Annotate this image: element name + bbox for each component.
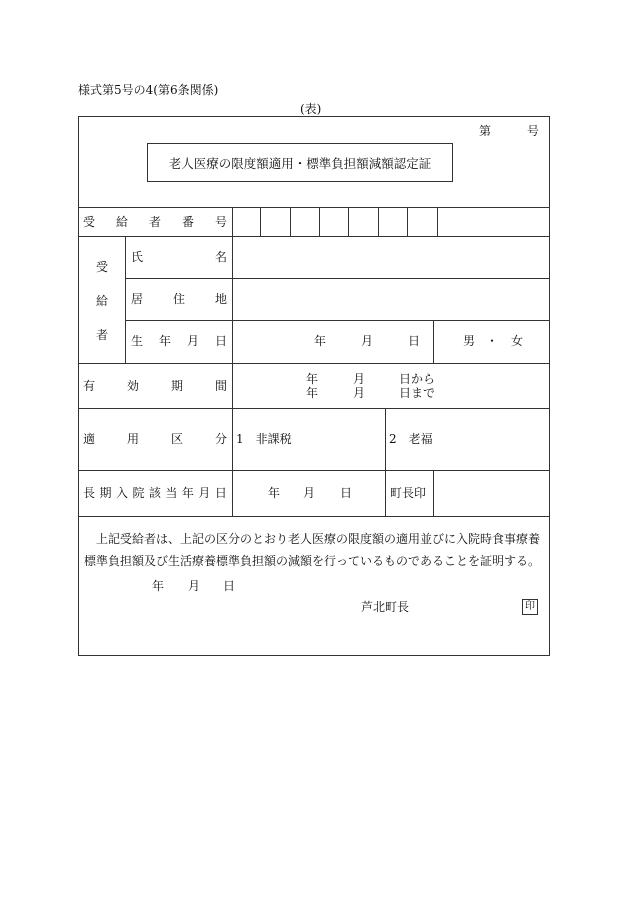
certificate-title: 老人医療の限度額適用・標準負担額減額認定証 xyxy=(168,155,432,171)
rule xyxy=(407,207,408,236)
rule xyxy=(437,207,438,236)
rule xyxy=(348,207,349,236)
category-option-welfare: 2 老福 xyxy=(389,432,433,446)
rule xyxy=(125,320,549,321)
validity-label: 有 効 期 間 xyxy=(83,379,227,393)
rule xyxy=(385,470,386,516)
recipient-number-label: 受 給 者 番 号 xyxy=(83,215,227,229)
long-stay-year-unit: 年 xyxy=(268,486,281,500)
long-stay-label: 長 期 入 院 該 当 年 月 日 xyxy=(83,486,227,500)
mayor-seal-label: 町長印 xyxy=(390,486,427,500)
rule xyxy=(79,470,549,471)
issue-year-unit: 年 xyxy=(152,579,165,593)
certificate-frame xyxy=(78,116,550,656)
number-prefix: 第 xyxy=(479,124,492,138)
rule xyxy=(378,207,379,236)
gender-male: 男 xyxy=(463,334,476,348)
rule xyxy=(79,207,549,208)
front-side-label: (表) xyxy=(300,102,322,116)
seal-stamp: 印 xyxy=(522,599,538,615)
valid-from-month-unit: 月 xyxy=(353,372,366,386)
valid-to-month-unit: 月 xyxy=(353,386,366,400)
certification-statement: 上記受給者は、上記の区分のとおり老人医療の限度額の適用並びに入院時食事療養標準負担額及び生活療養標準負担額の減額を行っているものであることを証明する。 xyxy=(84,532,541,568)
name-label: 氏 名 xyxy=(131,250,227,264)
birth-day-unit: 日 xyxy=(408,334,421,348)
category-label: 適 用 区 分 xyxy=(83,432,227,446)
rule xyxy=(79,516,549,517)
rule xyxy=(79,408,549,409)
issue-month-unit: 月 xyxy=(188,579,201,593)
valid-to-year-unit: 年 xyxy=(306,386,319,400)
issuer-name: 芦北町長 xyxy=(361,600,410,614)
gender-separator: ・ xyxy=(486,334,499,348)
number-suffix: 号 xyxy=(527,124,540,138)
rule xyxy=(125,236,126,363)
rule xyxy=(319,207,320,236)
form-number-title: 様式第5号の4(第6条関係) xyxy=(78,83,219,97)
address-label: 居 住 地 xyxy=(131,292,227,306)
rule xyxy=(79,363,549,364)
rule xyxy=(260,207,261,236)
valid-to-day-unit: 日まで xyxy=(399,386,436,400)
recipient-group-char: 給 xyxy=(96,294,109,308)
issue-day-unit: 日 xyxy=(223,579,236,593)
rule xyxy=(433,470,434,516)
long-stay-day-unit: 日 xyxy=(340,486,353,500)
valid-from-day-unit: 日から xyxy=(399,372,436,386)
rule xyxy=(232,207,233,516)
rule xyxy=(290,207,291,236)
rule xyxy=(79,236,549,237)
recipient-group-char: 受 xyxy=(96,260,109,274)
recipient-group-char: 者 xyxy=(96,328,109,342)
birthdate-label: 生 年 月 日 xyxy=(131,334,227,348)
valid-from-year-unit: 年 xyxy=(306,372,319,386)
rule xyxy=(125,278,549,279)
long-stay-month-unit: 月 xyxy=(303,486,316,500)
gender-female: 女 xyxy=(511,334,524,348)
rule xyxy=(433,320,434,363)
birth-month-unit: 月 xyxy=(361,334,374,348)
category-option-tax-exempt: 1 非課税 xyxy=(236,432,292,446)
rule xyxy=(385,408,386,470)
certificate-title-box xyxy=(147,143,453,182)
birth-year-unit: 年 xyxy=(314,334,327,348)
